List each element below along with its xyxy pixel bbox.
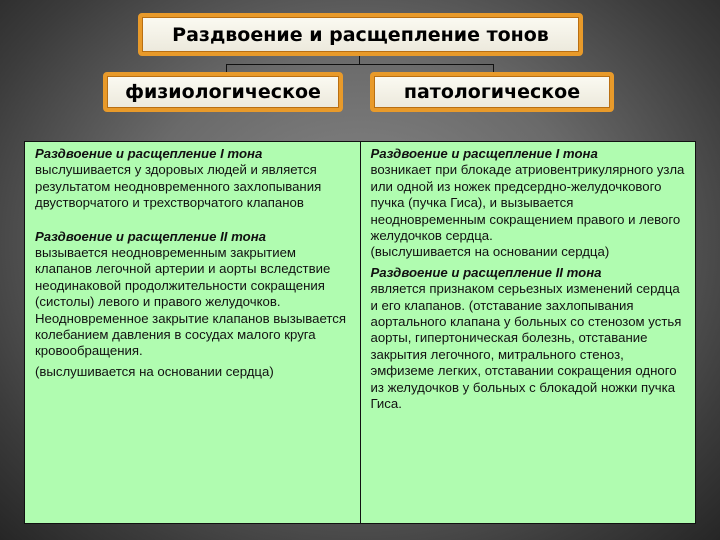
section-note: (выслушивается на основании сердца) <box>35 363 274 379</box>
section-heading: Раздвоение и расщепление II тона <box>370 264 602 280</box>
connector-left <box>226 64 227 72</box>
section-text: возникает при блокаде атриовентрикулярного узла или одной из ножек предсердно-желудочкового пучка (пучка Гиса), и вызывается неодновременным сокращением правого и левого желудочков сердца. <box>370 162 685 244</box>
connector-right <box>493 64 494 72</box>
section-heading: Раздвоение и расщепление I тона <box>35 146 263 161</box>
pathological-box: патологическое <box>370 72 614 112</box>
section-heading: Раздвоение и расщепление I тона <box>370 146 598 161</box>
connector-horizontal <box>226 64 494 65</box>
diagram-title: Раздвоение и расщепление тонов <box>138 13 583 56</box>
section-text: выслушивается у здоровых людей и является результатом неодновременного захлопывания двустворчатого и трехстворчатого клапанов <box>35 162 322 211</box>
pathological-column <box>361 142 696 523</box>
physiological-column <box>25 142 361 523</box>
section-text: является признаком серьезных изменений сердца и его клапанов. (отставание захлопывания аортального клапана у больных со стенозом устья аорты, гипертоническая болезнь, отставание закрытия легочного, митрального стеноз, эмфиземе легких, отставании сокращения одного из желудочков у больных с блокадой ножки пучка Гиса. <box>370 281 682 412</box>
section-text: вызывается неодновременным закрытием клапанов легочной артерии и аорты вследствие неодинаковой продолжительности сокращения (систолы) левого и правого желудочков. Неодновременное закрытие клапанов вызывается колебанием давления в сосудах малого круга кровообращения. <box>35 245 346 359</box>
section-heading: Раздвоение и расщепление II тона <box>35 228 266 244</box>
section-note: (выслушивается на основании сердца) <box>370 244 610 260</box>
physiological-box: физиологическое <box>103 72 343 112</box>
comparison-table <box>24 141 696 524</box>
